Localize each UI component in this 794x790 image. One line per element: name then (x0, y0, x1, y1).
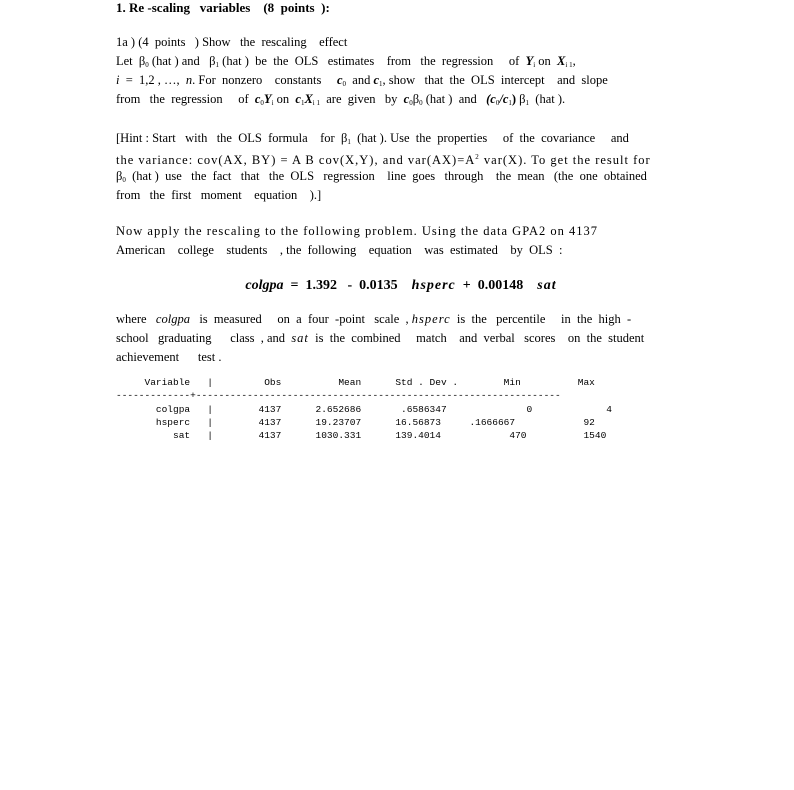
part-a-paragraph (116, 33, 686, 109)
table-header: Variable | Obs Mean Std . Dev . Min Max (116, 377, 595, 388)
where-line-2: school graduating class , and sat is the combined match and verbal scores on the student (116, 331, 645, 345)
table-separator: -------------+---------------------------------------------------------------- (116, 390, 561, 402)
hint-line-1: [Hint : Start with the OLS formula for $\beta_1$ (hat ). Use the properties of the covariance and (116, 131, 629, 146)
part-a-line-1: 1a ) (4 points ) Show the rescaling effect (116, 35, 348, 49)
hint-line-4: from the first moment equation ).] (116, 188, 322, 202)
table-row: sat | 4137 1030.331 139.4014 470 1540 (116, 430, 607, 442)
summary-statistics-table (116, 376, 612, 442)
part-a-line-2: Let $\beta_0$ (hat ) and $\beta_1$ (hat ) be the OLS estimates from the regression of $Y_i$ on $X_{i 1}$, (116, 54, 576, 69)
part-a-line-4: from the regression of $c_0Y_i$ on $c_1X_{i 1}$ are given by $c_0\beta_0$ (hat ) and $(c_0/c_1)$ $\beta_1$ (hat ). (116, 92, 566, 107)
apply-line-2: American college students , the following equation was estimated by OLS : (116, 243, 563, 257)
hint-line-3: $\beta_0$ (hat ) use the fact that the OLS regression line goes through the mean (the one obtained (116, 169, 647, 184)
apply-line-1: Now apply the rescaling to the following problem. Using the data GPA2 on 4137 (116, 224, 599, 238)
question-heading: 1. Re -scaling variables (8 points ): (116, 0, 330, 15)
part-a-line-3: i = 1,2 , …, n. For nonzero constants $c_0$ and $c_1$, show that the OLS intercept and slope (116, 73, 608, 88)
table-row: hsperc | 4137 19.23707 16.56873 .1666667 92 (116, 416, 595, 428)
where-line-1: where colgpa is measured on a four -point scale , hsperc is the percentile in the high - (116, 312, 632, 326)
hint-line-2: the variance: cov(AX, BY) = A B cov(X,Y), and $var(AX)=A^2$ var(X). To get the result for (116, 153, 651, 167)
where-line-3: achievement test . (116, 350, 222, 364)
estimated-equation: colgpa = 1.392 - 0.0135 hsperc + 0.00148 sat (245, 278, 557, 293)
table-row: colgpa | 4137 2.652686 .6586347 0 4 (116, 403, 612, 415)
where-paragraph (116, 310, 686, 367)
hint-paragraph (116, 129, 686, 205)
apply-paragraph (116, 222, 686, 260)
